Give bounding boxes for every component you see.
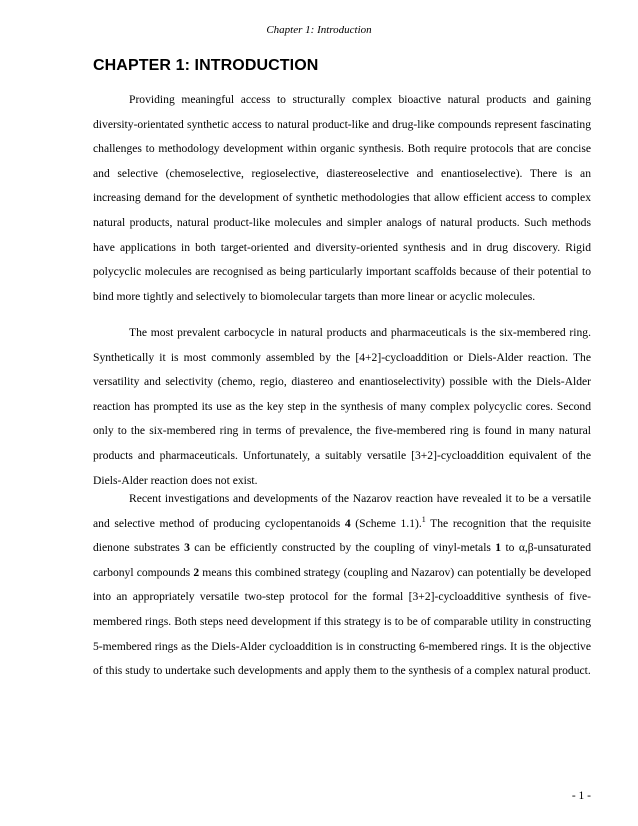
- page-number: - 1 -: [571, 790, 591, 802]
- reference-superscript: 1: [421, 514, 426, 524]
- paragraph-3-text: (Scheme 1.1).: [350, 516, 422, 530]
- paragraph-2-text: The most prevalent carbocycle in natural products and pharmaceuticals is the six-membered ring. Synthetically it is most commonly assembled by the [4+2]-cycloaddition or Diels-Alder reaction. The versatility and selectivity (chemo, regio, diastereo and enantioselectivity) possible with the Diels-Alder reaction has prompted its use as the key step in the synthesis of many complex polycyclic cores. Second only to the six-membered ring in terms of prevalence, the five-membered ring is found in many natural products and pharmaceuticals. Unfortunately, a suitably versatile [3+2]-cycloaddition equivalent of the Diels-Alder reaction does not exist.: [93, 326, 591, 487]
- chapter-title: CHAPTER 1: INTRODUCTION: [93, 57, 319, 74]
- paragraph-2: [93, 321, 591, 493]
- compound-number: 3: [184, 541, 190, 555]
- paragraph-3: [93, 487, 591, 684]
- paragraph-1-text: Providing meaningful access to structurally complex bioactive natural products and gaining diversity-orientated synthetic access to natural product-like and drug-like compounds represent fascinating challenges to methodology development within organic synthesis. Both require protocols that are concise and selective (chemoselective, regioselective, diastereoselective and enantioselective). There is an increasing demand for the development of synthetic methodologies that allow efficient access to complex natural products, natural product-like molecules and simpler analogs of natural products. Such methods have applications in both target-oriented and diversity-oriented synthesis and in drug discovery. Rigid polycyclic molecules are recognised as being particularly important scaffolds because of their potential to bind more tightly and selectively to biomolecular targets than more linear or acyclic molecules.: [93, 93, 591, 303]
- compound-number: 4: [344, 516, 351, 530]
- paragraph-3-text: The recognition that the requisite dienone substrates: [93, 516, 591, 555]
- paragraph-3-text: to α,β-unsaturated carbonyl compounds: [93, 541, 591, 579]
- paragraph-3-text: can be efficiently constructed by the coupling of vinyl-metals: [189, 541, 496, 555]
- paragraph-3-text: means this combined strategy (coupling and Nazarov) can potentially be developed into an appropriately versatile two-step protocol for the formal [3+2]-cycloadditive synthesis of five-membered rings. Both steps need development if this strategy is to be of comparable utility in constructing 5-membered rings as the Diels-Alder cycloaddition is in constructing 6-membered rings. It is the objective of this study to undertake such developments and apply them to the synthesis of a complex natural product.: [93, 565, 591, 678]
- compound-number: 2: [193, 565, 200, 579]
- running-header: Chapter 1: Introduction: [266, 24, 372, 36]
- compound-number: 1: [495, 541, 502, 555]
- paragraph-3-text: Recent investigations and developments of the Nazarov reaction have revealed it to be a versatile and selective method of producing cyclopentanoids: [93, 492, 591, 530]
- paragraph-1: [93, 88, 591, 309]
